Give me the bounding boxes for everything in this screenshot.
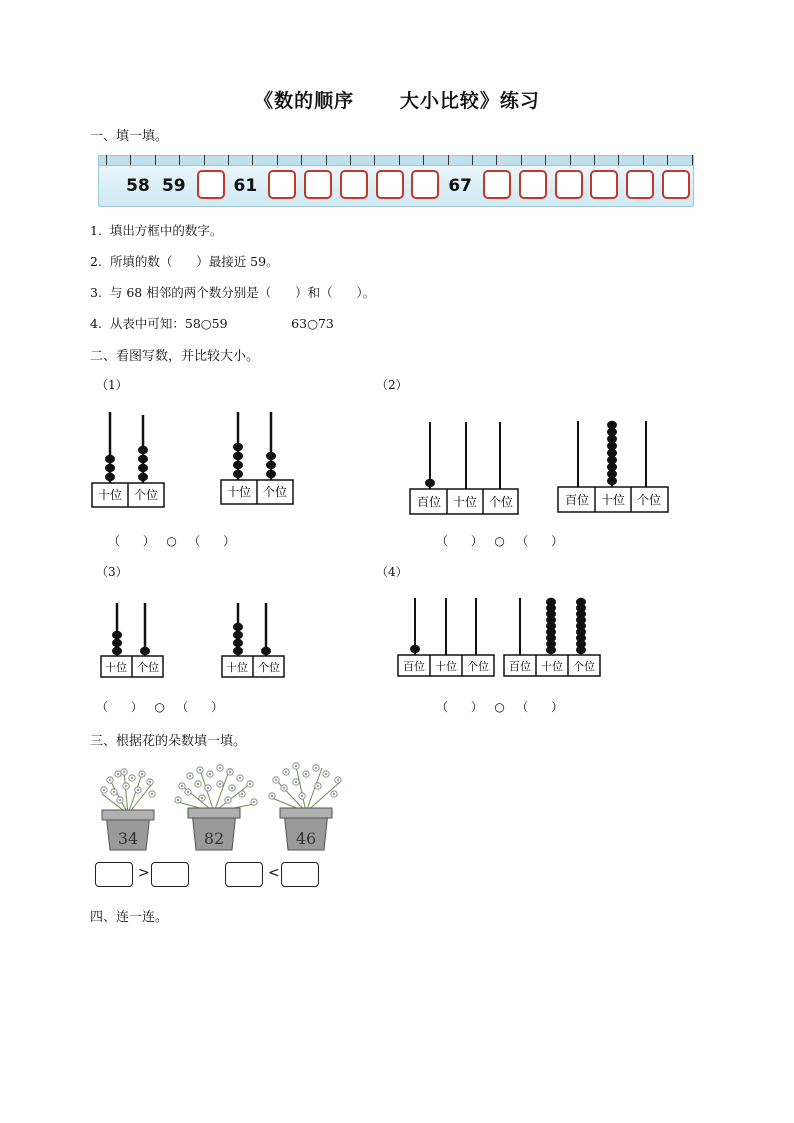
question-3: 3. 与 68 相邻的两个数分别是（ ）和（ ）。 — [90, 285, 376, 300]
tens-label: 十位 — [541, 660, 563, 673]
tens-label: 十位 — [105, 661, 127, 674]
tens-label: 十位 — [600, 493, 626, 507]
problem-1-label: （1） — [96, 378, 128, 392]
flower-pot-3 — [269, 763, 341, 850]
compare-box-2[interactable] — [151, 862, 189, 887]
answer-blank-1[interactable]: （ ） ○ （ ） — [108, 534, 236, 548]
abacus-3a — [101, 603, 163, 677]
hundreds-label: 百位 — [403, 660, 425, 673]
abacus-2a — [410, 422, 518, 514]
ruler-number: 59 — [161, 176, 186, 196]
tens-label: 十位 — [435, 660, 457, 673]
ones-label: 个位 — [133, 488, 159, 502]
hundreds-label: 百位 — [564, 493, 590, 507]
abacus-4a — [398, 598, 494, 676]
ruler-number: 67 — [448, 176, 473, 196]
tens-label: 十位 — [97, 488, 123, 502]
abacus-2b — [558, 421, 668, 512]
ones-label: 个位 — [262, 485, 288, 499]
flower-pot-1 — [101, 769, 155, 850]
pot-2-count: 82 — [203, 829, 225, 848]
question-4: 4. 从表中可知：58○59 63○73 — [90, 316, 334, 331]
question-2: 2. 所填的数（ ）最接近 59。 — [90, 254, 279, 269]
less-than-sign: < — [268, 865, 280, 881]
section-1-heading: 一、填一填。 — [90, 129, 169, 144]
tens-label: 十位 — [452, 495, 478, 509]
problem-2-label: （2） — [376, 378, 408, 392]
compare-box-4[interactable] — [281, 862, 319, 887]
ones-label: 个位 — [488, 495, 514, 509]
problem-3-label: （3） — [96, 565, 128, 579]
section-3-heading: 三、根据花的朵数填一填。 — [90, 734, 247, 749]
hundreds-label: 百位 — [509, 660, 531, 673]
answer-blank-4[interactable]: （ ） ○ （ ） — [436, 700, 564, 714]
compare-box-3[interactable] — [225, 862, 263, 887]
ones-label: 个位 — [636, 493, 662, 507]
flower-pot-2 — [175, 765, 257, 850]
compare-box-1[interactable] — [95, 862, 133, 887]
tens-label: 十位 — [226, 485, 252, 499]
section-4-heading: 四、连一连。 — [90, 910, 169, 925]
ones-label: 个位 — [137, 661, 159, 674]
abacus-1a — [92, 412, 164, 507]
flower-pots — [90, 762, 350, 858]
hundreds-label: 百位 — [416, 495, 442, 509]
abacus-4b — [504, 598, 600, 676]
section-2-heading: 二、看图写数，并比较大小。 — [90, 349, 260, 364]
ones-label: 个位 — [467, 660, 489, 673]
question-1: 1. 填出方框中的数字。 — [90, 223, 223, 238]
answer-blank-3[interactable]: （ ） ○ （ ） — [96, 700, 224, 714]
page-title: 《数的顺序 大小比较》练习 — [254, 90, 540, 112]
ones-label: 个位 — [258, 661, 280, 674]
problem-4-label: （4） — [376, 565, 408, 579]
ruler-number: 61 — [233, 176, 258, 196]
ruler-number: 58 — [126, 176, 150, 196]
ones-label: 个位 — [573, 660, 595, 673]
greater-than-sign: > — [138, 865, 150, 881]
pot-1-count: 34 — [117, 829, 139, 848]
abacus-1b — [221, 412, 293, 504]
tens-label: 十位 — [226, 661, 248, 674]
answer-blank-2[interactable]: （ ） ○ （ ） — [436, 534, 564, 548]
pot-3-count: 46 — [295, 829, 317, 848]
abacus-3b — [222, 603, 284, 677]
